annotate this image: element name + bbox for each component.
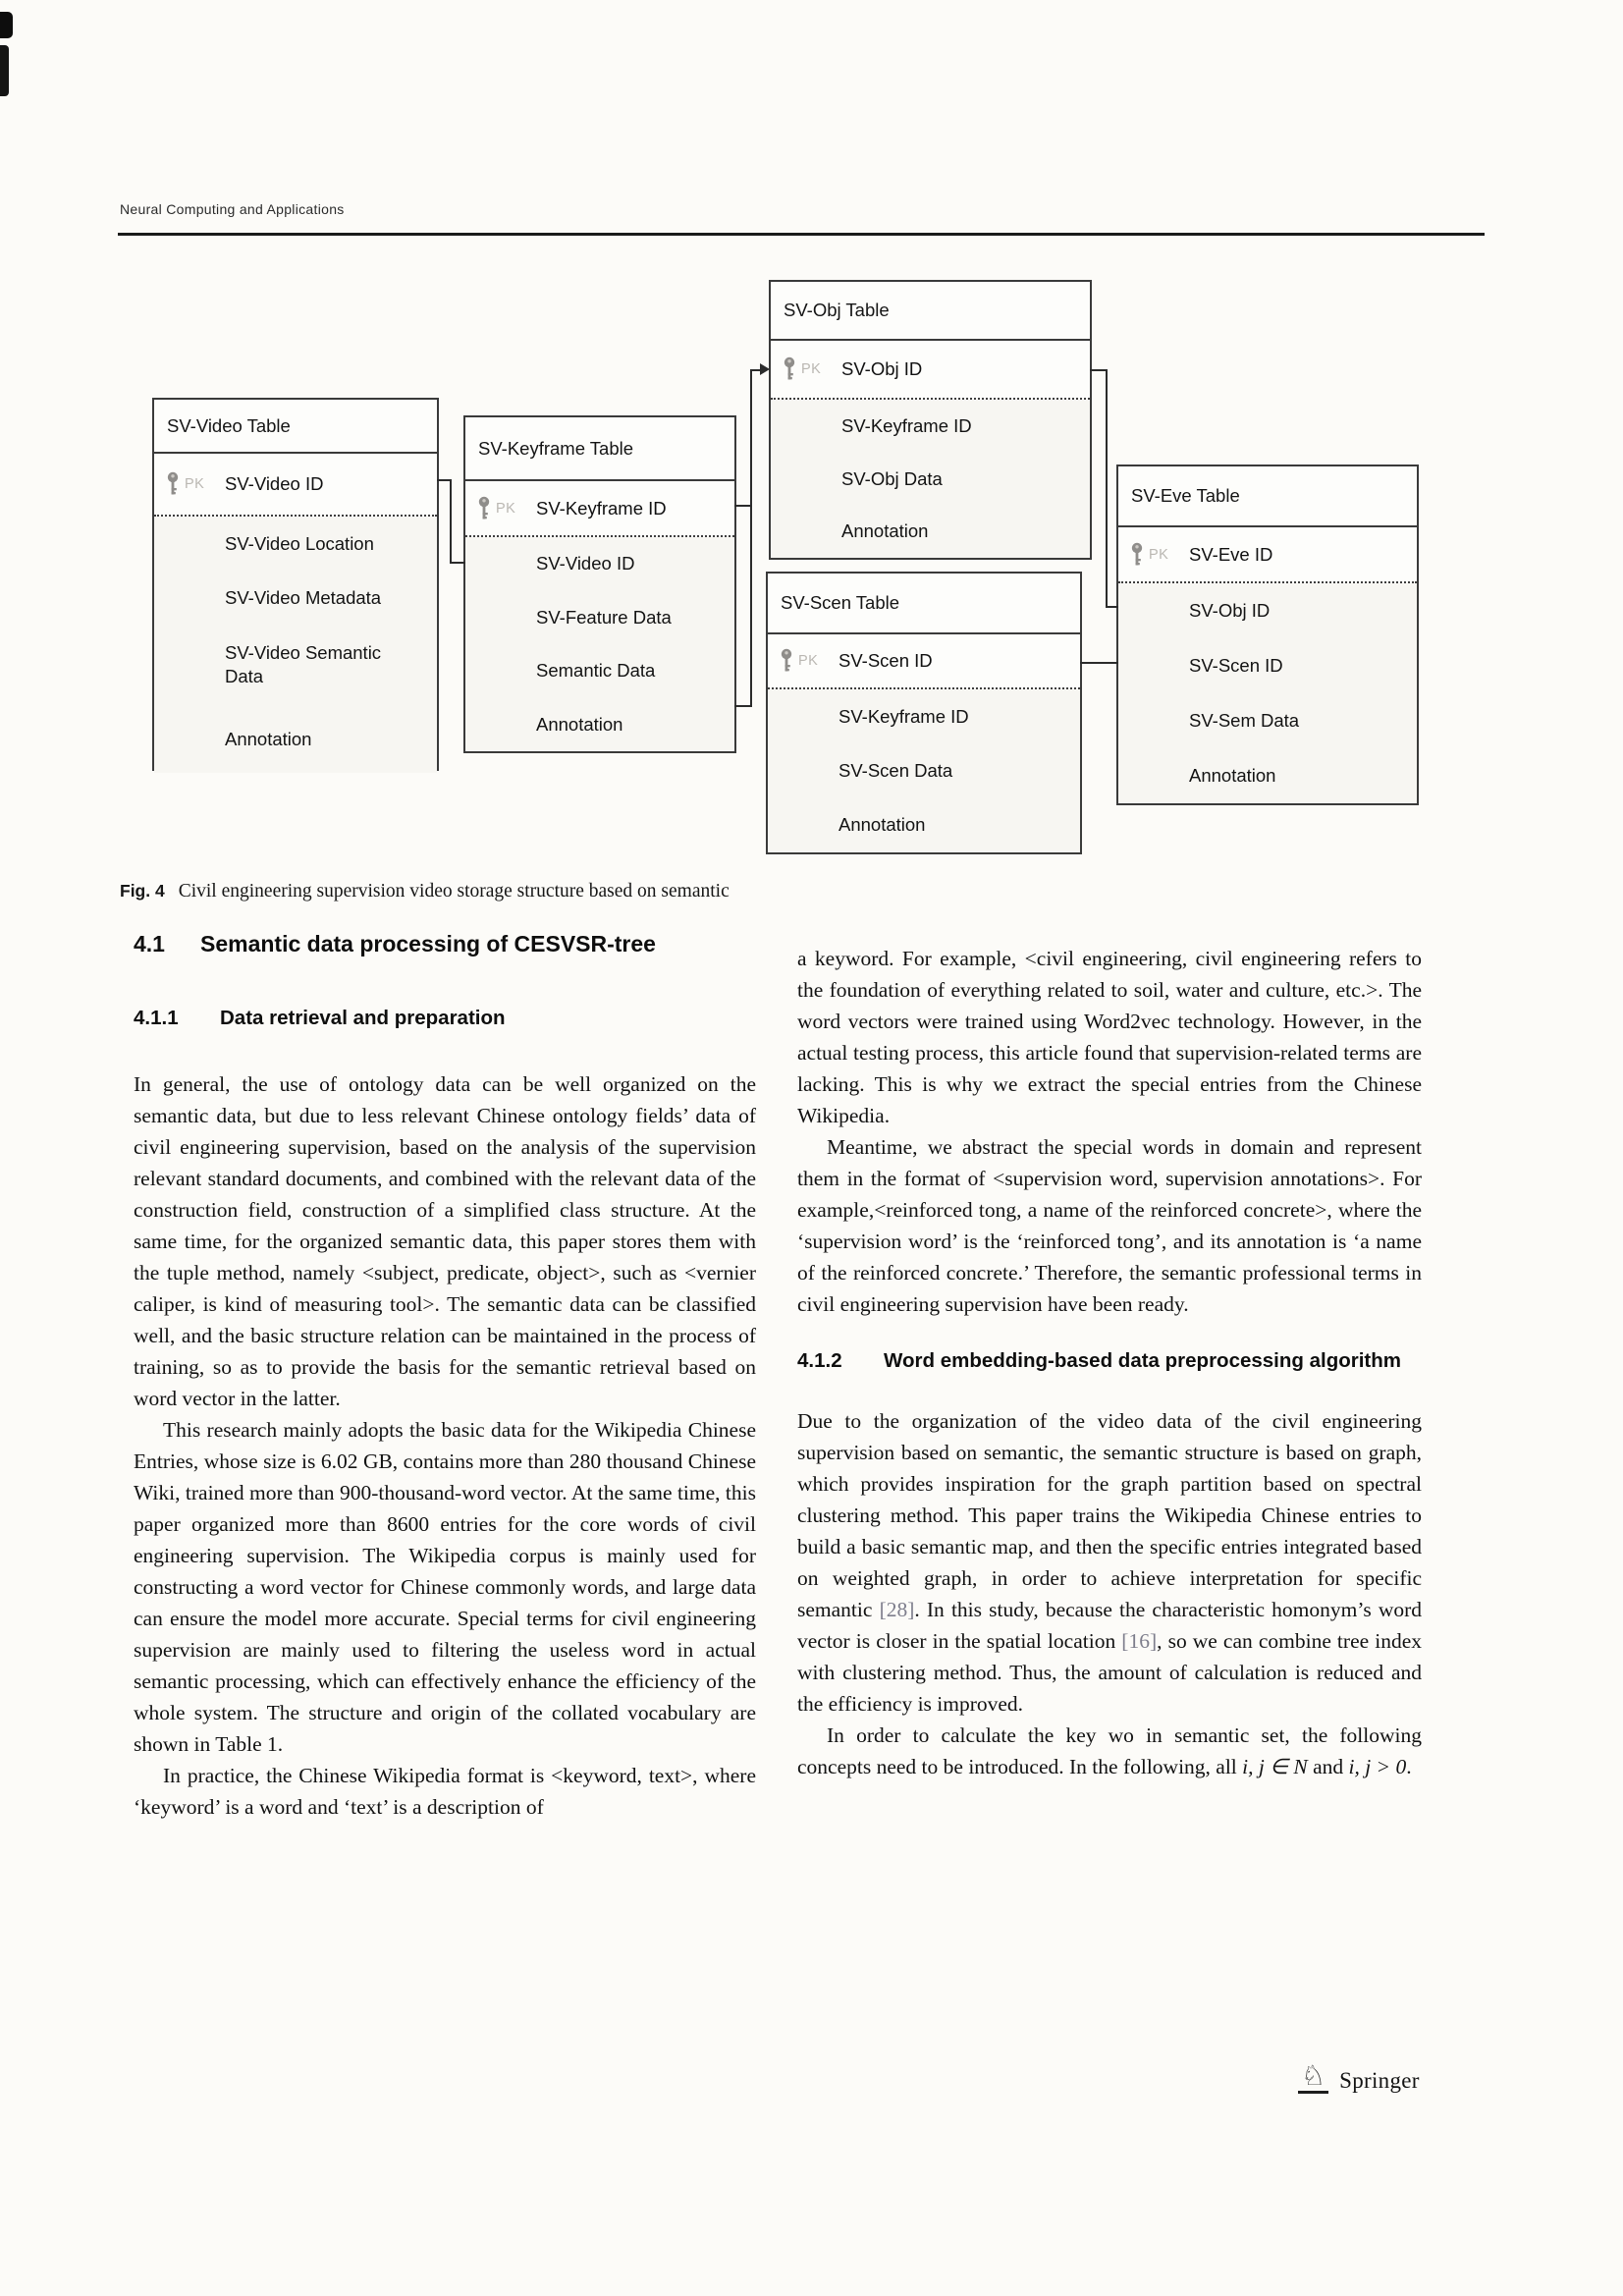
table-fields bbox=[154, 517, 437, 773]
table-field: Annotation bbox=[1189, 765, 1276, 786]
table-field: SV-Sem Data bbox=[1189, 710, 1300, 731]
primary-key-icon bbox=[1129, 542, 1145, 568]
table-title bbox=[771, 282, 1090, 341]
pk-field-name: SV-Eve ID bbox=[1189, 543, 1273, 565]
table-fields bbox=[465, 537, 734, 751]
text-column-right bbox=[797, 943, 1422, 1782]
table-sv-obj bbox=[769, 280, 1092, 560]
springer-knight-icon: ♘ bbox=[1298, 2062, 1328, 2094]
citation-ref: [16] bbox=[1121, 1629, 1158, 1653]
section-title: Semantic data processing of CESVSR-tree bbox=[200, 931, 656, 957]
figure-caption-text: Civil engineering supervision video storage structure based on semantic bbox=[178, 881, 730, 902]
section-heading-4-1 bbox=[134, 929, 756, 958]
section-title: Data retrieval and preparation bbox=[220, 1007, 506, 1029]
table-sv-scen bbox=[766, 572, 1082, 854]
primary-key-icon bbox=[476, 496, 492, 521]
figure-caption-label: Fig. 4 bbox=[120, 881, 165, 901]
pk-label: PK bbox=[496, 500, 516, 517]
connector-line bbox=[734, 705, 752, 707]
table-title bbox=[768, 574, 1080, 634]
connector-line bbox=[750, 369, 752, 707]
table-field: Annotation bbox=[839, 814, 926, 836]
pk-field-name: SV-Keyframe ID bbox=[536, 497, 667, 519]
section-heading-4-1-1 bbox=[134, 1004, 756, 1033]
table-title-label: SV-Video Table bbox=[167, 414, 291, 436]
table-sv-eve bbox=[1116, 465, 1419, 805]
pk-label: PK bbox=[1149, 546, 1169, 563]
table-field: SV-Scen ID bbox=[1189, 655, 1283, 676]
body-paragraph: In general, the use of ontology data can be well organized on the semantic data, but due to less relevant Chinese ontology fields’ data of civil engineering supervision, based on the analysis of the supervision relevant standard documents, and combined with the relevant data of the construction field, construction of a simplified class structure. At the same time, for the organized semantic data, this paper stores them with the tuple method, namely <subject, predicate, object>, such as <vernier caliper, is kind of measuring tool>. The semantic data can be classified well, and the basic structure relation can be maintained in the process of training, so as to provide the basis for the semantic retrieval based on word vector in the latter. bbox=[134, 1072, 756, 1410]
table-fields bbox=[771, 400, 1090, 558]
table-field: SV-Video Location bbox=[225, 533, 374, 554]
body-paragraph: In order to calculate the key wo in semantic set, the following concepts need to be introduced. In the following, all i, j ∈ N and i, j > 0. bbox=[797, 1723, 1422, 1778]
pk-field-name: SV-Video ID bbox=[225, 473, 324, 494]
header-rule bbox=[118, 233, 1485, 236]
table-pk-row bbox=[771, 341, 1090, 400]
section-number: 4.1.2 bbox=[797, 1349, 842, 1372]
pk-label: PK bbox=[801, 361, 822, 377]
table-field: SV-Keyframe ID bbox=[839, 705, 969, 727]
body-paragraph: Due to the organization of the video data of the civil engineering supervision based on semantic, the semantic structure is based on graph, which provides inspiration for the graph partition based on spectral clustering method. This paper trains the Wikipedia Chinese entries to build a basic semantic map, and then the specific entries integrated based on weighted graph, in order to achieve interpretation for specific semantic [28]. In this study, because the characteristic homonym’s word vector is closer in the spatial location [16], so we can combine tree index with clustering method. Thus, the amount of calculation is reduced and the efficiency is improved. bbox=[797, 1409, 1423, 1716]
table-title-label: SV-Scen Table bbox=[781, 592, 900, 613]
primary-key-icon bbox=[165, 471, 181, 497]
connector-line bbox=[450, 479, 452, 564]
primary-key-icon bbox=[779, 648, 794, 674]
table-sv-video bbox=[152, 398, 439, 771]
table-field: SV-Obj ID bbox=[1189, 600, 1271, 621]
table-pk-row bbox=[465, 481, 734, 537]
body-paragraph: Meantime, we abstract the special words in domain and represent them in the format of <supervision word, supervision annotations>. For example,<reinforced tong, a name of the reinforced concrete>, where the ‘supervision word’ is the ‘reinforced tong’, and its annotation is ‘a name of the reinforced concrete.’ Therefore, the semantic professional terms in civil engineering supervision have been ready. bbox=[797, 1135, 1422, 1316]
section-title: Word embedding-based data preprocessing algorithm bbox=[884, 1349, 1402, 1372]
table-field: SV-Obj Data bbox=[841, 467, 943, 489]
connector-line bbox=[450, 562, 465, 564]
table-title bbox=[465, 417, 734, 481]
table-field: Annotation bbox=[225, 728, 312, 749]
table-fields bbox=[1118, 583, 1417, 803]
table-field: Annotation bbox=[536, 713, 623, 735]
arrowhead-icon bbox=[760, 363, 770, 375]
table-title bbox=[1118, 466, 1417, 527]
table-field: SV-Feature Data bbox=[536, 606, 672, 628]
table-pk-row bbox=[768, 634, 1080, 689]
table-field: Semantic Data bbox=[536, 660, 656, 682]
connector-line bbox=[1106, 606, 1118, 608]
table-title bbox=[154, 400, 437, 454]
table-title-label: SV-Eve Table bbox=[1131, 485, 1240, 506]
table-field: SV-Scen Data bbox=[839, 759, 953, 781]
table-pk-row bbox=[154, 454, 437, 517]
body-paragraph: This research mainly adopts the basic data for the Wikipedia Chinese Entries, whose size is 6.02 GB, contains more than 280 thousand Chinese Wiki, trained more than 900-thousand-word vector. At the same time, this paper organized more than 8600 entries for the core words of civil engineering supervision. The Wikipedia corpus is mainly used for constructing a word vector for Chinese commonly words, and large data can ensure the model more accurate. Special terms for civil engineering supervision are mainly used to filtering the useless word in actual semantic processing, which can effectively enhance the efficiency of the whole system. The structure and origin of the collated vocabulary are shown in Table 1. bbox=[134, 1418, 756, 1756]
body-paragraph: In practice, the Chinese Wikipedia format is <keyword, text>, where ‘keyword’ is a word and ‘text’ is a description of bbox=[134, 1764, 756, 1819]
pk-field-name: SV-Obj ID bbox=[841, 358, 923, 379]
journal-running-head: Neural Computing and Applications bbox=[120, 201, 345, 217]
math-expression: i, j ∈ N bbox=[1242, 1755, 1308, 1778]
section-number: 4.1.1 bbox=[134, 1007, 179, 1029]
body-paragraph: a keyword. For example, <civil engineering, civil engineering refers to the foundation of everything related to soil, water and culture, etc.>. The word vectors were trained using Word2vec technology. However, in the actual testing process, this article found that supervision-related terms are lacking. This is why we extract the special entries from the Chinese Wikipedia. bbox=[797, 947, 1422, 1127]
pk-label: PK bbox=[185, 476, 205, 492]
math-expression: i, j > 0 bbox=[1348, 1755, 1407, 1778]
primary-key-icon bbox=[782, 356, 797, 382]
scan-artifact bbox=[0, 12, 13, 38]
citation-ref: [28] bbox=[879, 1598, 915, 1621]
table-field: Annotation bbox=[841, 520, 929, 542]
table-fields bbox=[768, 689, 1080, 852]
text-column-left bbox=[134, 929, 756, 1823]
section-heading-4-1-2 bbox=[797, 1345, 1422, 1376]
connector-line bbox=[1106, 369, 1108, 608]
figure-caption bbox=[120, 881, 945, 902]
pk-label: PK bbox=[798, 653, 819, 669]
table-title-label: SV-Obj Table bbox=[784, 300, 890, 320]
table-sv-keyframe bbox=[463, 415, 736, 753]
table-pk-row bbox=[1118, 527, 1417, 583]
table-field: SV-Video Metadata bbox=[225, 587, 382, 608]
table-field: SV-Keyframe ID bbox=[841, 414, 972, 436]
pk-field-name: SV-Scen ID bbox=[839, 650, 933, 671]
table-field: SV-Video Semantic Data bbox=[225, 641, 382, 686]
section-number: 4.1 bbox=[134, 931, 165, 957]
publisher-name: Springer bbox=[1339, 2068, 1420, 2093]
publisher-logo bbox=[1298, 2062, 1420, 2094]
scan-artifact bbox=[0, 45, 9, 96]
table-field: SV-Video ID bbox=[536, 553, 635, 574]
connector-line bbox=[1080, 662, 1118, 664]
table-title-label: SV-Keyframe Table bbox=[478, 437, 634, 459]
